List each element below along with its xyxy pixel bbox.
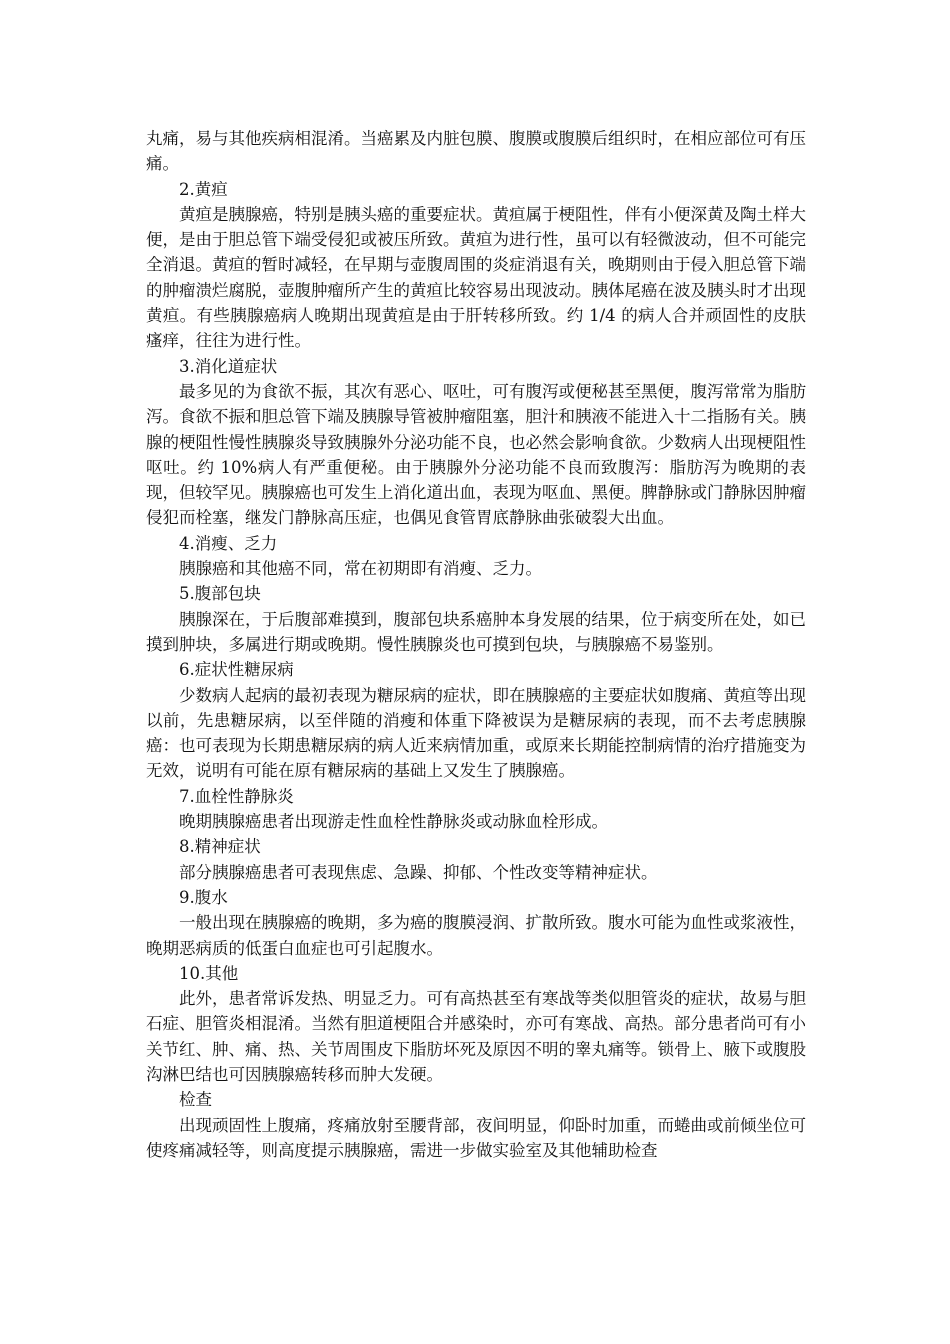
section-heading-jaundice: 2.黄疸 <box>179 179 228 199</box>
paragraph-mental: 部分胰腺癌患者可表现焦虑、急躁、抑郁、个性改变等精神症状。 <box>179 862 658 882</box>
section-heading-thrombophlebitis: 7.血栓性静脉炎 <box>179 786 294 806</box>
section-heading-examination: 检查 <box>179 1090 212 1110</box>
paragraph-digestive: 最多见的为食欲不振，其次有恶心、呕吐，可有腹泻或便秘甚至黑便，腹泻常常为脂肪泻。食欲不振和胆总管下端及胰腺导管被肿瘤阻塞，胆汁和胰液不能进入十二指肠有关。胰腺的梗阻性慢性胰腺炎导致胰腺外分泌功能不良，也必然会影响食欲。少数病人出现梗阻性呕吐。约 10%病人有严重便秘。由于胰腺外分泌功能不良而致腹泻：脂肪泻为晚期的表现，但较罕见。胰腺癌也可发生上消化道出血，表现为呕血、黑便。脾静脉或门静脉因肿瘤侵犯而栓塞，继发门静脉高压症，也偶见食管胃底静脉曲张破裂大出血。 <box>146 381 806 528</box>
section-heading-diabetes: 6.症状性糖尿病 <box>179 660 294 680</box>
section-heading-other: 10.其他 <box>179 963 239 983</box>
paragraph-ascites: 一般出现在胰腺癌的晚期，多为癌的腹膜浸润、扩散所致。腹水可能为血性或浆液性，晚期恶病质的低蛋白血症也可引起腹水。 <box>146 913 806 958</box>
section-heading-weight-loss: 4.消瘦、乏力 <box>179 533 278 553</box>
paragraph-examination: 出现顽固性上腹痛，疼痛放射至腰背部，夜间明显，仰卧时加重，而蜷曲或前倾坐位可使疼痛减轻等，则高度提示胰腺癌，需进一步做实验室及其他辅助检查 <box>146 1115 806 1160</box>
paragraph-abdominal-mass: 胰腺深在，于后腹部难摸到，腹部包块系癌肿本身发展的结果，位于病变所在处，如已摸到肿块，多属进行期或晚期。慢性胰腺炎也可摸到包块，与胰腺癌不易鉴别。 <box>146 609 806 654</box>
paragraph-continued: 丸痛，易与其他疾病相混淆。当癌累及内脏包膜、腹膜或腹膜后组织时，在相应部位可有压痛。 <box>146 129 806 174</box>
section-heading-digestive: 3.消化道症状 <box>179 356 278 376</box>
section-heading-mental: 8.精神症状 <box>179 837 261 857</box>
paragraph-weight-loss: 胰腺癌和其他癌不同，常在初期即有消瘦、乏力。 <box>179 559 542 579</box>
paragraph-other: 此外，患者常诉发热、明显乏力。可有高热甚至有寒战等类似胆管炎的症状，故易与胆石症、胆管炎相混淆。当然有胆道梗阻合并感染时，亦可有寒战、高热。部分患者尚可有小关节红、肿、痛、热、关节周围皮下脂肪坏死及原因不明的睾丸痛等。锁骨上、腋下或腹股沟淋巴结也可因胰腺癌转移而肿大发硬。 <box>146 989 806 1084</box>
section-heading-ascites: 9.腹水 <box>179 887 228 907</box>
section-heading-abdominal-mass: 5.腹部包块 <box>179 584 261 604</box>
document-body <box>146 126 806 1163</box>
paragraph-thrombophlebitis: 晚期胰腺癌患者出现游走性血栓性静脉炎或动脉血栓形成。 <box>179 812 608 832</box>
paragraph-diabetes: 少数病人起病的最初表现为糖尿病的症状，即在胰腺癌的主要症状如腹痛、黄疸等出现以前，先患糖尿病，以至伴随的消瘦和体重下降被误为是糖尿病的表现，而不去考虑胰腺癌：也可表现为长期患糖尿病的病人近来病情加重，或原来长期能控制病情的治疗措施变为无效，说明有可能在原有糖尿病的基础上又发生了胰腺癌。 <box>146 685 806 781</box>
paragraph-jaundice: 黄疸是胰腺癌，特别是胰头癌的重要症状。黄疸属于梗阻性，伴有小便深黄及陶土样大便，是由于胆总管下端受侵犯或被压所致。黄疸为进行性，虽可以有轻微波动，但不可能完全消退。黄疸的暂时减轻，在早期与壶腹周围的炎症消退有关，晚期则由于侵入胆总管下端的肿瘤溃烂腐脱，壶腹肿瘤所产生的黄疸比较容易出现波动。胰体尾癌在波及胰头时才出现黄疸。有些胰腺癌病人晚期出现黄疸是由于肝转移所致。约 1/4 的病人合并顽固性的皮肤瘙痒，往往为进行性。 <box>146 204 806 351</box>
